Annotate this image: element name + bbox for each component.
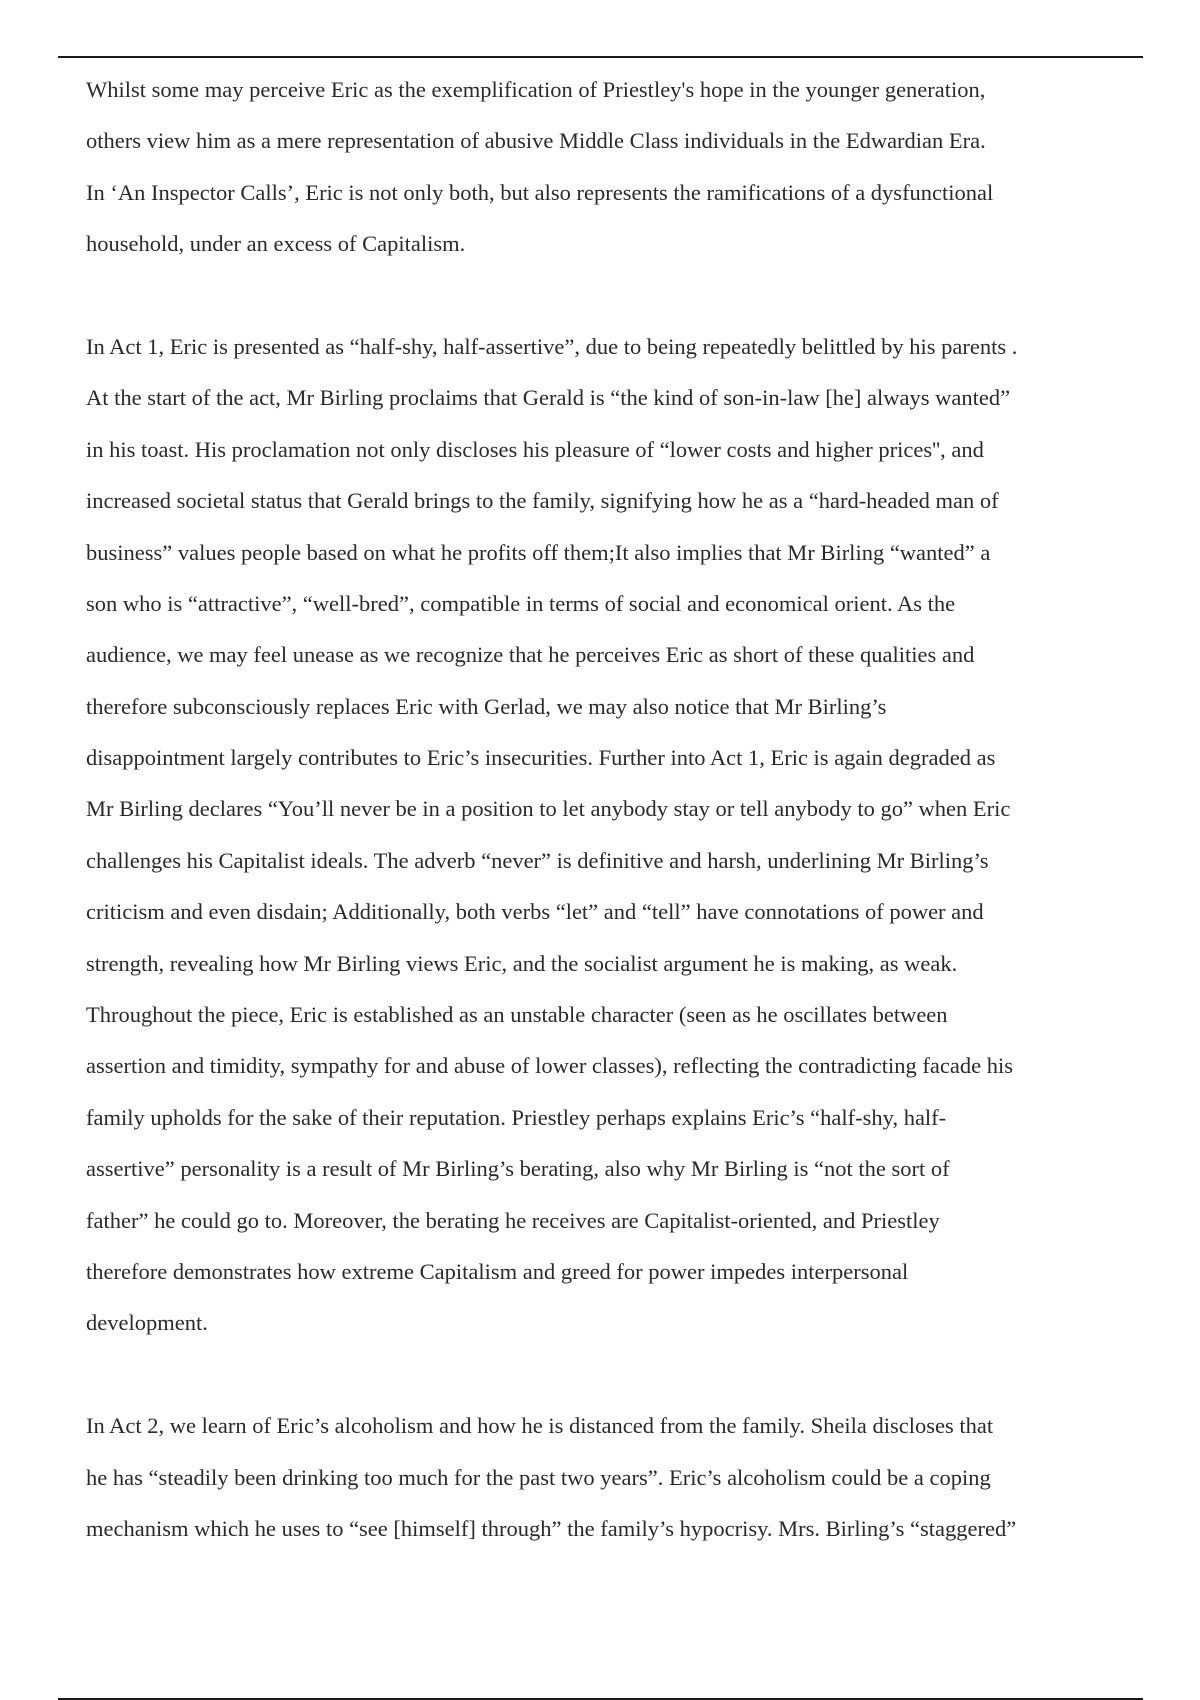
text-line: disappointment largely contributes to Eric’s insecurities. Further into Act 1, Eric is again degraded as (86, 745, 996, 771)
text-line: assertion and timidity, sympathy for and abuse of lower classes), reflecting the contradicting facade his (86, 1053, 1013, 1079)
text-line: development. (86, 1310, 208, 1336)
text-line: business” values people based on what he profits off them;It also implies that Mr Birling “wanted” a (86, 539, 991, 565)
text-line: therefore demonstrates how extreme Capitalism and greed for power impedes interpersonal (86, 1258, 909, 1284)
text-line: son who is “attractive”, “well-bred”, compatible in terms of social and economical orient. As the (86, 590, 956, 616)
text-line: assertive” personality is a result of Mr Birling’s berating, also why Mr Birling is “not the sort of (86, 1156, 950, 1182)
text-line: In ‘An Inspector Calls’, Eric is not only both, but also represents the ramifications of a dysfunctional (86, 179, 994, 205)
text-line: At the start of the act, Mr Birling proclaims that Gerald is “the kind of son-in-law [he] always wanted” (86, 385, 1011, 411)
text-line: Whilst some may perceive Eric as the exemplification of Priestley's hope in the younger generation, (86, 77, 986, 102)
text-line: challenges his Capitalist ideals. The adverb “never” is definitive and harsh, underlining Mr Birling’s (86, 847, 989, 873)
text-line: criticism and even disdain; Additionally, both verbs “let” and “tell” have connotations of power and (86, 899, 984, 925)
text-line: audience, we may feel unease as we recognize that he perceives Eric as short of these qualities and (86, 642, 975, 668)
text-line: family upholds for the sake of their reputation. Priestley perhaps explains Eric’s “half-shy, half- (86, 1104, 947, 1130)
text-line: therefore subconsciously replaces Eric with Gerlad, we may also notice that Mr Birling’s (86, 693, 887, 719)
text-line: strength, revealing how Mr Birling views Eric, and the socialist argument he is making, as weak. (86, 950, 958, 976)
text-line: increased societal status that Gerald brings to the family, signifying how he as a “hard-headed man of (86, 488, 999, 514)
text-line: household, under an excess of Capitalism. (86, 231, 466, 257)
top-rule (58, 56, 1143, 58)
text-line: he has “steadily been drinking too much for the past two years”. Eric’s alcoholism could be a coping (86, 1464, 991, 1490)
paragraph-3 (86, 1400, 1146, 1554)
text-line: mechanism which he uses to “see [himself] through” the family’s hypocrisy. Mrs. Birling’s “staggered” (86, 1515, 1017, 1541)
text-line: Mr Birling declares “You’ll never be in a position to let anybody stay or tell anybody to go” when Eric (86, 796, 1011, 822)
text-line: In Act 2, we learn of Eric’s alcoholism and how he is distanced from the family. Sheila discloses that (86, 1413, 994, 1439)
text-line: others view him as a mere representation of abusive Middle Class individuals in the Edwardian Era. (86, 128, 986, 154)
paragraph-2 (86, 321, 1146, 1349)
text-line: father” he could go to. Moreover, the berating he receives are Capitalist-oriented, and Priestley (86, 1207, 940, 1233)
essay-body (86, 64, 1146, 1554)
paragraph-gap (86, 1349, 1146, 1400)
paragraph-1 (86, 64, 1146, 270)
text-line: in his toast. His proclamation not only discloses his pleasure of “lower costs and higher prices'', and (86, 436, 984, 462)
text-line: Throughout the piece, Eric is established as an unstable character (seen as he oscillates between (86, 1002, 948, 1028)
paragraph-gap (86, 270, 1146, 321)
text-line: In Act 1, Eric is presented as “half-shy, half-assertive”, due to being repeatedly belittled by his parents . (86, 333, 1018, 359)
